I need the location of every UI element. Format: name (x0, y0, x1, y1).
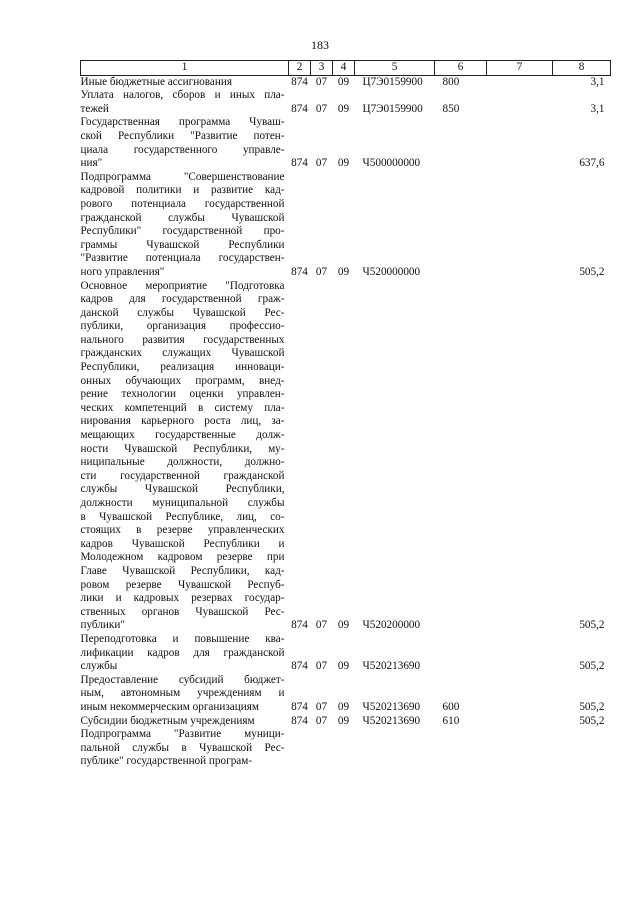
description-line: Республики" государственной про- (80, 225, 285, 238)
cell-c7 (487, 75, 553, 89)
header-cell: 4 (333, 61, 355, 76)
description-line: циала государственного управле- (80, 143, 285, 156)
cell-c8: 637,6 (579, 157, 605, 170)
cell-c7 (487, 89, 553, 116)
table-row (81, 715, 611, 729)
header-cell: 8 (553, 61, 611, 76)
cell-c5: Ц7Э0159900 (362, 102, 423, 115)
description-line: рение технологии оценки управлен- (80, 388, 285, 401)
description-line: в Чувашской Республике, лиц, со- (80, 510, 285, 523)
cell-c8: 505,2 (579, 700, 605, 713)
description-line: граммы Чувашской Республики (80, 238, 285, 251)
cell-c4: 09 (337, 700, 350, 713)
cell-c5: Ч500000000 (362, 157, 421, 170)
description-line: ской Республики "Развитие потен- (80, 129, 285, 142)
page-number: 183 (311, 38, 329, 52)
description-line: ности Чувашской Республики, му- (80, 442, 285, 455)
cell-c4: 09 (337, 157, 350, 170)
description-line: ного управления" (80, 265, 165, 278)
cell-c2: 874 (291, 75, 308, 88)
table-row (81, 280, 611, 633)
cell-c5: Ч520000000 (362, 265, 421, 278)
row-description (81, 728, 289, 769)
cell-c3: 07 (315, 619, 328, 632)
description-line: Иные бюджетные ассигнования (80, 75, 232, 88)
cell-c4: 09 (337, 714, 350, 727)
description-line: лики и кадровых резервах государ- (80, 592, 285, 605)
description-line: ния" (80, 157, 103, 170)
cell-c6: 600 (442, 700, 460, 713)
cell-c8: 505,2 (579, 660, 605, 673)
description-line: кадров Чувашской Республики и (80, 537, 285, 550)
cell-c3 (311, 728, 333, 769)
description-line: "Развитие потенциала государствен- (80, 252, 285, 265)
header-cell: 3 (311, 61, 333, 76)
description-line: Государственная программа Чуваш- (80, 116, 285, 129)
cell-c5: Ч520200000 (362, 619, 421, 632)
row-description (81, 171, 289, 280)
cell-c2: 874 (291, 700, 308, 713)
header-cell: 6 (435, 61, 487, 76)
cell-c4 (333, 728, 355, 769)
cell-c7 (487, 728, 553, 769)
description-line: Предоставление субсидий бюджет- (80, 673, 285, 686)
cell-c5: Ч520213690 (362, 700, 421, 713)
cell-c6 (435, 280, 487, 633)
cell-c6: 850 (442, 102, 460, 115)
description-line: Переподготовка и повышение ква- (80, 632, 285, 645)
table-row (81, 89, 611, 116)
cell-c8: 3,1 (590, 102, 605, 115)
cell-c7 (487, 116, 553, 170)
cell-c2: 874 (291, 102, 308, 115)
description-line: нального развития государственных (80, 333, 285, 346)
cell-c7 (487, 280, 553, 633)
description-line: ным, автономным учреждениям и (80, 687, 285, 700)
cell-c8: 3,1 (590, 75, 605, 88)
cell-c3: 07 (315, 700, 328, 713)
description-line: Субсидии бюджетным учреждениям (80, 714, 255, 727)
cell-c5: Ч520213690 (362, 660, 421, 673)
row-description (81, 116, 289, 170)
description-line: сти государственной гражданской (80, 469, 285, 482)
cell-c2 (289, 728, 311, 769)
table-body (81, 75, 611, 769)
cell-c3: 07 (315, 660, 328, 673)
description-line: кадровой политики и развитие кад- (80, 184, 285, 197)
description-line: Основное мероприятие "Подготовка (80, 279, 285, 292)
description-line: гражданской службы Чувашской (80, 211, 285, 224)
budget-table (80, 60, 611, 769)
cell-c3: 07 (315, 157, 328, 170)
cell-c3: 07 (315, 265, 328, 278)
row-description (81, 674, 289, 715)
description-line: ственных органов Чувашской Рес- (80, 605, 285, 618)
row-description (81, 89, 289, 116)
cell-c3: 07 (315, 102, 328, 115)
cell-c6 (435, 633, 487, 674)
table-row (81, 674, 611, 715)
cell-c6: 800 (442, 75, 460, 88)
cell-c2: 874 (291, 619, 308, 632)
table-row (81, 75, 611, 89)
row-description (81, 280, 289, 633)
header-cell: 1 (81, 61, 289, 76)
cell-c3: 07 (315, 75, 328, 88)
description-line: рового потенциала государственной (80, 197, 285, 210)
cell-c7 (487, 171, 553, 280)
cell-c7 (487, 674, 553, 715)
description-line: должности муниципальной службы (80, 497, 285, 509)
header-cell: 7 (487, 61, 553, 76)
description-line: гражданских служащих Чувашской (80, 347, 285, 360)
cell-c2: 874 (291, 157, 308, 170)
description-line: публики, организация профессио- (80, 320, 285, 333)
cell-c6 (435, 116, 487, 170)
cell-c4: 09 (337, 75, 350, 88)
description-line: данской службы Чувашской Рес- (80, 306, 285, 319)
description-line: мещающих государственные долж- (80, 429, 285, 442)
row-description (81, 715, 289, 729)
cell-c8: 505,2 (579, 619, 605, 632)
row-description (81, 75, 289, 89)
cell-c6 (435, 728, 487, 769)
header-cell: 5 (355, 61, 435, 76)
cell-c5: Ч520213690 (362, 714, 421, 727)
cell-c4: 09 (337, 102, 350, 115)
description-line: публике" государственной програм- (80, 755, 253, 768)
description-line: Уплата налогов, сборов и иных пла- (80, 89, 285, 102)
description-line: иным некоммерческим организациям (80, 700, 259, 713)
cell-c3: 07 (315, 714, 328, 727)
description-line: онных обучающих программ, внед- (80, 374, 285, 387)
row-description (81, 633, 289, 674)
description-line: ровом резерве Чувашской Респуб- (80, 578, 285, 591)
cell-c7 (487, 715, 553, 729)
cell-c7 (487, 633, 553, 674)
cell-c5 (355, 728, 435, 769)
cell-c8: 505,2 (579, 265, 605, 278)
description-line: лификации кадров для гражданской (80, 646, 285, 659)
table-row (81, 171, 611, 280)
description-line: службы (80, 660, 118, 673)
cell-c5: Ц7Э0159900 (362, 75, 423, 88)
description-line: Республики, реализация инноваци- (80, 361, 285, 374)
description-line: тежей (80, 102, 109, 115)
header-cell: 2 (289, 61, 311, 76)
table-header-row (81, 61, 611, 76)
description-line: Главе Чувашской Республики, кад- (80, 564, 285, 577)
table-row (81, 116, 611, 170)
table-row (81, 633, 611, 674)
description-line: пальной службы в Чувашской Рес- (80, 741, 285, 754)
cell-c2: 874 (291, 265, 308, 278)
cell-c2: 874 (291, 660, 308, 673)
cell-c6 (435, 171, 487, 280)
cell-c6: 610 (442, 714, 460, 727)
cell-c2: 874 (291, 714, 308, 727)
table-row (81, 728, 611, 769)
cell-c8: 505,2 (579, 714, 605, 727)
description-line: публики" (80, 619, 125, 632)
cell-c4: 09 (337, 265, 350, 278)
description-line: Подпрограмма "Развитие муници- (80, 728, 285, 741)
description-line: Подпрограмма "Совершенствование (80, 170, 285, 183)
description-line: нирования карьерного роста лиц, за- (80, 415, 285, 428)
description-line: стоящих в резерве управленческих (80, 524, 285, 537)
description-line: Молодежном кадровом резерве при (80, 551, 285, 564)
cell-c4: 09 (337, 619, 350, 632)
cell-c4: 09 (337, 660, 350, 673)
description-line: ческих компетенций в систему пла- (80, 401, 285, 414)
description-line: кадров для государственной граж- (80, 293, 285, 306)
description-line: службы Чувашской Республики, (80, 483, 285, 496)
cell-c8 (553, 728, 611, 769)
description-line: ниципальные должности, должно- (80, 456, 285, 469)
